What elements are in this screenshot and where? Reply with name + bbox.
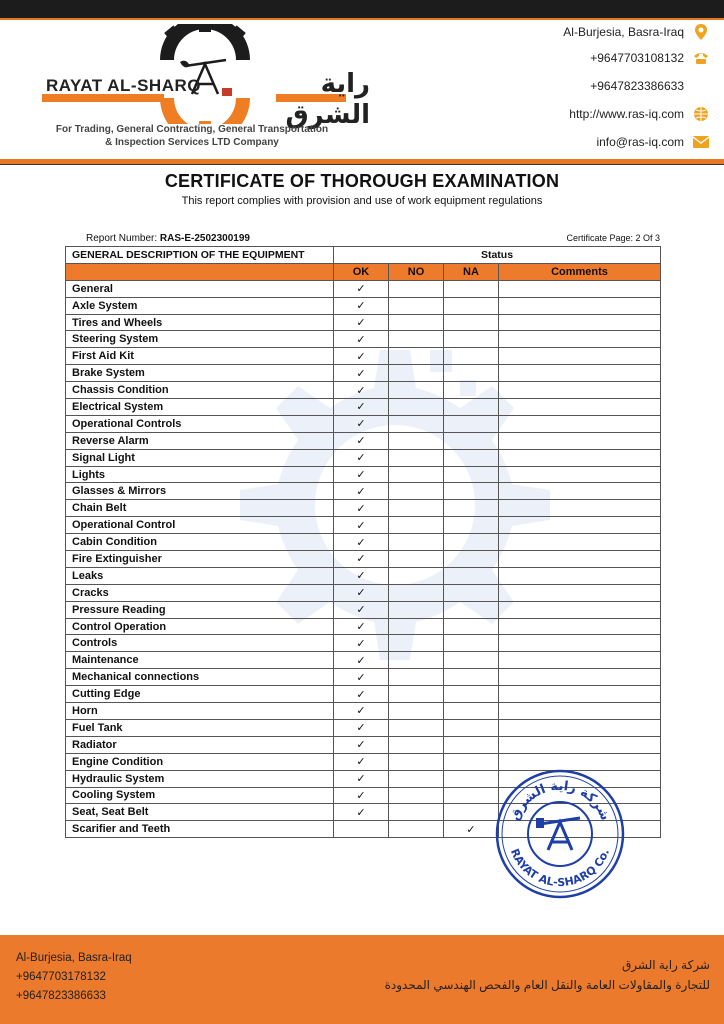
status-ok-cell: ✓ (334, 365, 389, 382)
status-ok-cell: ✓ (334, 719, 389, 736)
status-na-cell (444, 736, 499, 753)
item-name: Tires and Wheels (66, 314, 334, 331)
status-ok-cell: ✓ (334, 297, 389, 314)
status-no-cell (389, 348, 444, 365)
status-no-cell (389, 787, 444, 804)
status-ok-cell: ✓ (334, 753, 389, 770)
table-row (66, 635, 661, 652)
status-no-cell (389, 382, 444, 399)
status-na-cell (444, 719, 499, 736)
contact-address (490, 22, 710, 42)
item-name: Cooling System (66, 787, 334, 804)
item-name: Scarifier and Teeth (66, 821, 334, 838)
phone-icon (692, 49, 710, 67)
table-row (66, 736, 661, 753)
item-name: Horn (66, 703, 334, 720)
table-row (66, 686, 661, 703)
comments-cell (499, 618, 661, 635)
footer-arabic (385, 955, 710, 995)
header-description: GENERAL DESCRIPTION OF THE EQUIPMENT (66, 247, 334, 264)
status-no-cell (389, 483, 444, 500)
status-ok-cell: ✓ (334, 483, 389, 500)
status-ok-cell: ✓ (334, 280, 389, 297)
status-ok-cell: ✓ (334, 399, 389, 416)
contact-email[interactable] (490, 132, 710, 152)
status-ok-cell (334, 821, 389, 838)
comments-cell (499, 399, 661, 416)
status-no-cell (389, 686, 444, 703)
table-row (66, 382, 661, 399)
table-row (66, 331, 661, 348)
status-no-cell (389, 500, 444, 517)
comments-cell (499, 348, 661, 365)
phone1-text[interactable]: +9647703108132 (590, 51, 684, 65)
status-na-cell (444, 534, 499, 551)
item-name: Cutting Edge (66, 686, 334, 703)
status-no-cell (389, 567, 444, 584)
table-row (66, 449, 661, 466)
comments-cell (499, 415, 661, 432)
status-ok-cell: ✓ (334, 804, 389, 821)
item-name: Brake System (66, 365, 334, 382)
status-no-cell (389, 601, 444, 618)
table-row (66, 618, 661, 635)
comments-cell (499, 534, 661, 551)
table-row (66, 280, 661, 297)
location-icon (692, 23, 710, 41)
status-no-cell (389, 297, 444, 314)
status-no-cell (389, 753, 444, 770)
contact-phone2[interactable] (490, 76, 710, 96)
table-row (66, 551, 661, 568)
table-header-row (66, 247, 661, 264)
comments-cell (499, 517, 661, 534)
item-name: Lights (66, 466, 334, 483)
table-row (66, 601, 661, 618)
status-no-cell (389, 517, 444, 534)
comments-cell (499, 483, 661, 500)
table-row (66, 466, 661, 483)
item-name: Leaks (66, 567, 334, 584)
footer-phone1[interactable]: +9647703178132 (16, 971, 106, 983)
item-name: Fuel Tank (66, 719, 334, 736)
company-stamp (494, 768, 626, 900)
column-ok: OK (334, 263, 389, 280)
status-na-cell (444, 652, 499, 669)
item-name: Hydraulic System (66, 770, 334, 787)
contact-website[interactable] (490, 104, 710, 124)
comments-cell (499, 331, 661, 348)
comments-cell (499, 449, 661, 466)
column-comments: Comments (499, 263, 661, 280)
status-ok-cell: ✓ (334, 415, 389, 432)
status-ok-cell: ✓ (334, 618, 389, 635)
status-no-cell (389, 821, 444, 838)
status-ok-cell: ✓ (334, 652, 389, 669)
comments-cell (499, 432, 661, 449)
table-body (66, 280, 661, 837)
table-row (66, 297, 661, 314)
item-name: Axle System (66, 297, 334, 314)
item-name: Signal Light (66, 449, 334, 466)
status-na-cell (444, 331, 499, 348)
status-no-cell (389, 551, 444, 568)
document-subtitle: This report complies with provision and use of work equipment regulations (181, 195, 543, 207)
status-na-cell (444, 770, 499, 787)
footer-address: Al-Burjesia, Basra-Iraq (16, 952, 132, 964)
status-no-cell (389, 399, 444, 416)
status-no-cell (389, 280, 444, 297)
item-name: General (66, 280, 334, 297)
status-na-cell (444, 280, 499, 297)
comments-cell (499, 652, 661, 669)
comments-cell (499, 669, 661, 686)
table-row (66, 399, 661, 416)
status-na-cell (444, 517, 499, 534)
status-ok-cell: ✓ (334, 348, 389, 365)
comments-cell (499, 280, 661, 297)
comments-cell (499, 382, 661, 399)
logo-text-arabic: راية الشرق (285, 68, 370, 129)
status-ok-cell: ✓ (334, 770, 389, 787)
globe-icon (692, 105, 710, 123)
item-name: Chassis Condition (66, 382, 334, 399)
status-na-cell (444, 399, 499, 416)
status-ok-cell: ✓ (334, 703, 389, 720)
status-ok-cell: ✓ (334, 669, 389, 686)
status-na-cell (444, 449, 499, 466)
email-link[interactable]: info@ras-iq.com (596, 135, 684, 149)
logo-text-english: RAYAT AL-SHARQ (46, 76, 201, 95)
status-no-cell (389, 449, 444, 466)
status-ok-cell: ✓ (334, 331, 389, 348)
comments-cell (499, 703, 661, 720)
table-row (66, 534, 661, 551)
header-status: Status (334, 247, 661, 264)
status-ok-cell: ✓ (334, 382, 389, 399)
status-no-cell (389, 314, 444, 331)
contact-phone1[interactable] (490, 48, 710, 68)
status-na-cell (444, 365, 499, 382)
report-number (86, 233, 250, 244)
table-columns-row (66, 263, 661, 280)
status-no-cell (389, 365, 444, 382)
table-row (66, 365, 661, 382)
status-na-cell (444, 382, 499, 399)
item-name: Chain Belt (66, 500, 334, 517)
status-na-cell (444, 567, 499, 584)
status-na-cell (444, 618, 499, 635)
report-number-label: Report Number: (86, 233, 158, 244)
status-na-cell (444, 348, 499, 365)
phone-icon (692, 77, 710, 95)
footer-contact (16, 949, 132, 1006)
status-no-cell (389, 331, 444, 348)
status-no-cell (389, 432, 444, 449)
item-name: Engine Condition (66, 753, 334, 770)
equipment-table (65, 246, 661, 838)
status-no-cell (389, 770, 444, 787)
table-row (66, 432, 661, 449)
item-name: Reverse Alarm (66, 432, 334, 449)
table-row (66, 652, 661, 669)
column-blank (66, 263, 334, 280)
status-na-cell (444, 297, 499, 314)
item-name: Pressure Reading (66, 601, 334, 618)
status-no-cell (389, 669, 444, 686)
table-row (66, 703, 661, 720)
table-row (66, 567, 661, 584)
column-na: NA (444, 263, 499, 280)
item-name: Operational Controls (66, 415, 334, 432)
status-na-cell (444, 314, 499, 331)
table-row (66, 415, 661, 432)
comments-cell (499, 686, 661, 703)
status-no-cell (389, 618, 444, 635)
item-name: Fire Extinguisher (66, 551, 334, 568)
comments-cell (499, 601, 661, 618)
item-name: Cabin Condition (66, 534, 334, 551)
status-ok-cell: ✓ (334, 517, 389, 534)
status-na-cell (444, 635, 499, 652)
item-name: Electrical System (66, 399, 334, 416)
status-no-cell (389, 584, 444, 601)
status-na-cell (444, 601, 499, 618)
status-na-cell (444, 787, 499, 804)
status-na-cell (444, 804, 499, 821)
status-ok-cell: ✓ (334, 432, 389, 449)
comments-cell (499, 736, 661, 753)
company-logo (40, 24, 370, 129)
item-name: Steering System (66, 331, 334, 348)
status-ok-cell: ✓ (334, 787, 389, 804)
table-row (66, 719, 661, 736)
item-name: Operational Control (66, 517, 334, 534)
status-na-cell (444, 686, 499, 703)
company-description-line2: & Inspection Services LTD Company (105, 137, 279, 148)
status-ok-cell: ✓ (334, 466, 389, 483)
item-name: Maintenance (66, 652, 334, 669)
table-row (66, 584, 661, 601)
table-row (66, 669, 661, 686)
item-name: Cracks (66, 584, 334, 601)
status-ok-cell: ✓ (334, 601, 389, 618)
status-na-cell (444, 669, 499, 686)
top-bar (0, 0, 724, 18)
document-title: CERTIFICATE OF THOROUGH EXAMINATION (164, 171, 560, 191)
status-na-cell (444, 551, 499, 568)
status-no-cell (389, 804, 444, 821)
footer-arabic-line2: للتجارة والمقاولات العامة والنقل العام والفحص الهندسي المحدودة (384, 978, 710, 992)
table-row (66, 314, 661, 331)
table-row (66, 517, 661, 534)
status-no-cell (389, 534, 444, 551)
comments-cell (499, 297, 661, 314)
mail-icon (692, 133, 710, 151)
comments-cell (499, 567, 661, 584)
comments-cell (499, 466, 661, 483)
item-name: First Aid Kit (66, 348, 334, 365)
status-ok-cell: ✓ (334, 635, 389, 652)
status-na-cell (444, 500, 499, 517)
table-row (66, 348, 661, 365)
stamp-text-english: RAYAT AL-SHARQ Co. (507, 846, 613, 890)
comments-cell (499, 719, 661, 736)
status-ok-cell: ✓ (334, 686, 389, 703)
item-name: Seat, Seat Belt (66, 804, 334, 821)
status-no-cell (389, 415, 444, 432)
comments-cell (499, 584, 661, 601)
comments-cell (499, 365, 661, 382)
item-name: Controls (66, 635, 334, 652)
comments-cell (499, 314, 661, 331)
table-row (66, 500, 661, 517)
status-no-cell (389, 736, 444, 753)
status-ok-cell: ✓ (334, 500, 389, 517)
status-ok-cell: ✓ (334, 551, 389, 568)
comments-cell (499, 500, 661, 517)
website-link[interactable]: http://www.ras-iq.com (569, 107, 684, 121)
address-text: Al-Burjesia, Basra-Iraq (563, 25, 684, 39)
header-divider-dark (0, 164, 724, 165)
status-no-cell (389, 652, 444, 669)
status-na-cell (444, 703, 499, 720)
footer (0, 935, 724, 1024)
column-no: NO (389, 263, 444, 280)
footer-arabic-line1: شركة راية الشرق (621, 958, 710, 972)
status-no-cell (389, 703, 444, 720)
status-na-cell (444, 753, 499, 770)
table-row (66, 483, 661, 500)
status-ok-cell: ✓ (334, 449, 389, 466)
phone2-text[interactable]: +9647823386633 (590, 79, 684, 93)
status-na-cell: ✓ (444, 821, 499, 838)
top-accent-line (0, 18, 724, 20)
item-name: Glasses & Mirrors (66, 483, 334, 500)
item-name: Control Operation (66, 618, 334, 635)
item-name: Radiator (66, 736, 334, 753)
status-ok-cell: ✓ (334, 567, 389, 584)
status-ok-cell: ✓ (334, 534, 389, 551)
footer-phone2[interactable]: +9647823386633 (16, 990, 106, 1002)
status-na-cell (444, 584, 499, 601)
status-no-cell (389, 635, 444, 652)
certificate-page: Certificate Page: 2 Of 3 (566, 233, 660, 243)
comments-cell (499, 635, 661, 652)
status-no-cell (389, 719, 444, 736)
status-na-cell (444, 415, 499, 432)
status-na-cell (444, 483, 499, 500)
stamp-text-arabic: شركة راية الشرق (507, 778, 613, 823)
status-na-cell (444, 432, 499, 449)
company-description-line1: For Trading, General Contracting, General Transportation (55, 124, 329, 135)
report-number-value: RAS-E-2502300199 (159, 233, 250, 244)
status-no-cell (389, 466, 444, 483)
status-ok-cell: ✓ (334, 314, 389, 331)
status-ok-cell: ✓ (334, 736, 389, 753)
status-na-cell (444, 466, 499, 483)
status-ok-cell: ✓ (334, 584, 389, 601)
item-name: Mechanical connections (66, 669, 334, 686)
comments-cell (499, 551, 661, 568)
